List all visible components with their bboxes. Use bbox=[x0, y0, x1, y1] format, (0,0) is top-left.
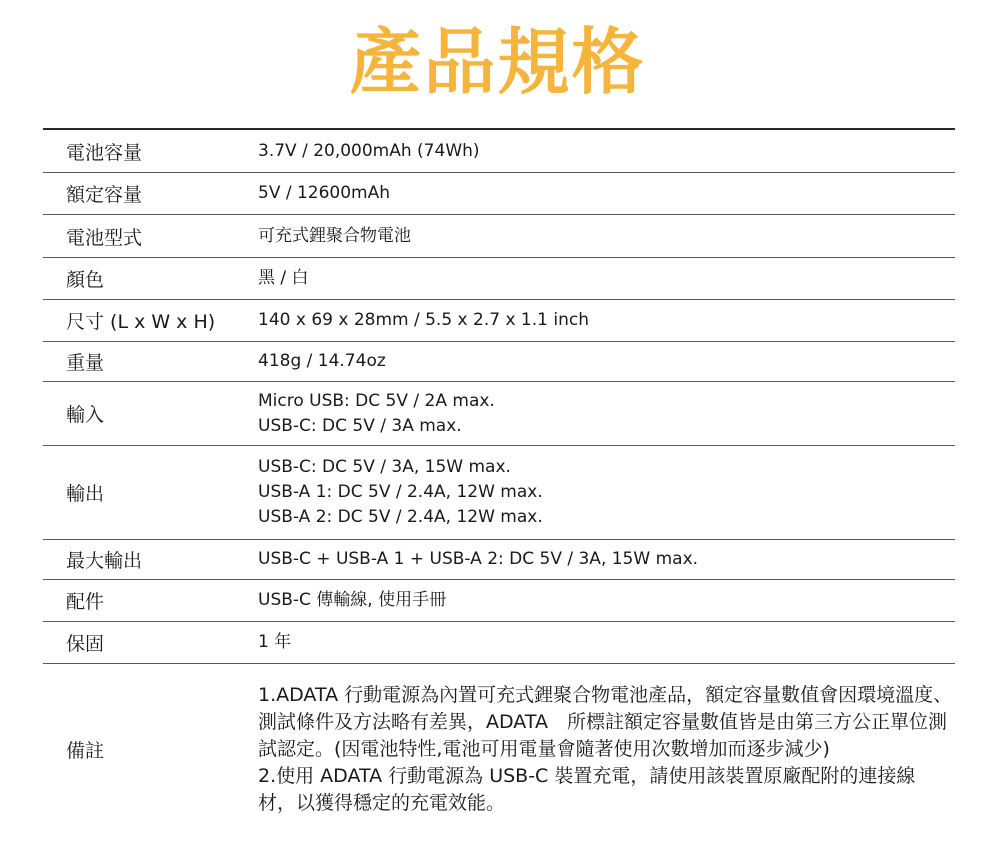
spec-value bbox=[258, 342, 955, 381]
spec-table bbox=[43, 128, 955, 834]
spec-value bbox=[258, 258, 955, 299]
spec-value bbox=[258, 300, 955, 341]
spec-label: 顏色 bbox=[66, 269, 105, 291]
spec-row-color bbox=[43, 258, 955, 300]
spec-value-line: USB-C: DC 5V / 3A, 15W max. bbox=[258, 457, 511, 477]
spec-value bbox=[258, 446, 955, 539]
spec-row-weight bbox=[43, 342, 955, 382]
spec-row-input bbox=[43, 382, 955, 446]
note-paragraph: 1.ADATA 行動電源為內置可充式鋰聚合物電池產品，額定容量數值會因環境溫度、測試條件及方法略有差異，ADATA 所標註額定容量數值皆是由第三方公正單位測試認定。(因電池特性,電池可用電量會隨著使用次數增加而逐步減少) bbox=[258, 683, 953, 760]
spec-label: 尺寸 (L x W x H) bbox=[66, 311, 216, 333]
spec-label: 輸出 bbox=[66, 483, 105, 505]
spec-label: 重量 bbox=[66, 352, 105, 374]
spec-value-line: 黑 / 白 bbox=[258, 268, 309, 288]
spec-row-output bbox=[43, 446, 955, 540]
spec-row-battery-capacity bbox=[43, 130, 955, 173]
spec-value-line: 140 x 69 x 28mm / 5.5 x 2.7 x 1.1 inch bbox=[258, 310, 589, 330]
note-paragraph: 2.使用 ADATA 行動電源為 USB-C 裝置充電，請使用該裝置原廠配附的連接線材，以獲得穩定的充電效能。 bbox=[258, 764, 916, 814]
spec-value bbox=[258, 580, 955, 621]
spec-label: 配件 bbox=[66, 591, 105, 613]
spec-label: 電池容量 bbox=[66, 141, 143, 164]
spec-row-max-output bbox=[43, 540, 955, 580]
spec-label: 備註 bbox=[66, 739, 105, 762]
spec-label: 輸入 bbox=[66, 404, 105, 426]
spec-value bbox=[258, 622, 955, 663]
spec-label: 額定容量 bbox=[66, 184, 143, 206]
spec-value-line: Micro USB: DC 5V / 2A max. bbox=[258, 390, 495, 411]
notes-text bbox=[258, 664, 955, 834]
spec-row-accessories bbox=[43, 580, 955, 622]
spec-row-dimensions bbox=[43, 300, 955, 342]
spec-value bbox=[258, 215, 955, 257]
spec-value-line: 可充式鋰聚合物電池 bbox=[258, 225, 411, 246]
spec-value bbox=[258, 382, 955, 445]
spec-value bbox=[258, 130, 955, 172]
spec-label: 最大輸出 bbox=[66, 550, 143, 572]
spec-label: 保固 bbox=[66, 633, 105, 655]
spec-row-warranty bbox=[43, 622, 955, 664]
spec-row-notes bbox=[43, 664, 955, 834]
spec-value bbox=[258, 540, 955, 579]
spec-value-line: USB-A 2: DC 5V / 2.4A, 12W max. bbox=[258, 507, 543, 527]
spec-value-line: 3.7V / 20,000mAh (74Wh) bbox=[258, 140, 480, 161]
spec-value-line: USB-C + USB-A 1 + USB-A 2: DC 5V / 3A, 15W max. bbox=[258, 549, 699, 569]
spec-value-line: 418g / 14.74oz bbox=[258, 351, 386, 371]
spec-row-rated-capacity bbox=[43, 173, 955, 215]
spec-value-line: 1 年 bbox=[258, 632, 292, 652]
spec-value-line: 5V / 12600mAh bbox=[258, 183, 391, 203]
spec-value bbox=[258, 173, 955, 214]
spec-label: 電池型式 bbox=[66, 226, 143, 249]
spec-value-line: USB-C 傳輸線, 使用手冊 bbox=[258, 590, 447, 610]
spec-row-battery-type bbox=[43, 215, 955, 258]
page-title: 產品規格 bbox=[349, 20, 646, 104]
spec-value-line: USB-C: DC 5V / 3A max. bbox=[258, 415, 462, 436]
spec-value-line: USB-A 1: DC 5V / 2.4A, 12W max. bbox=[258, 482, 543, 502]
